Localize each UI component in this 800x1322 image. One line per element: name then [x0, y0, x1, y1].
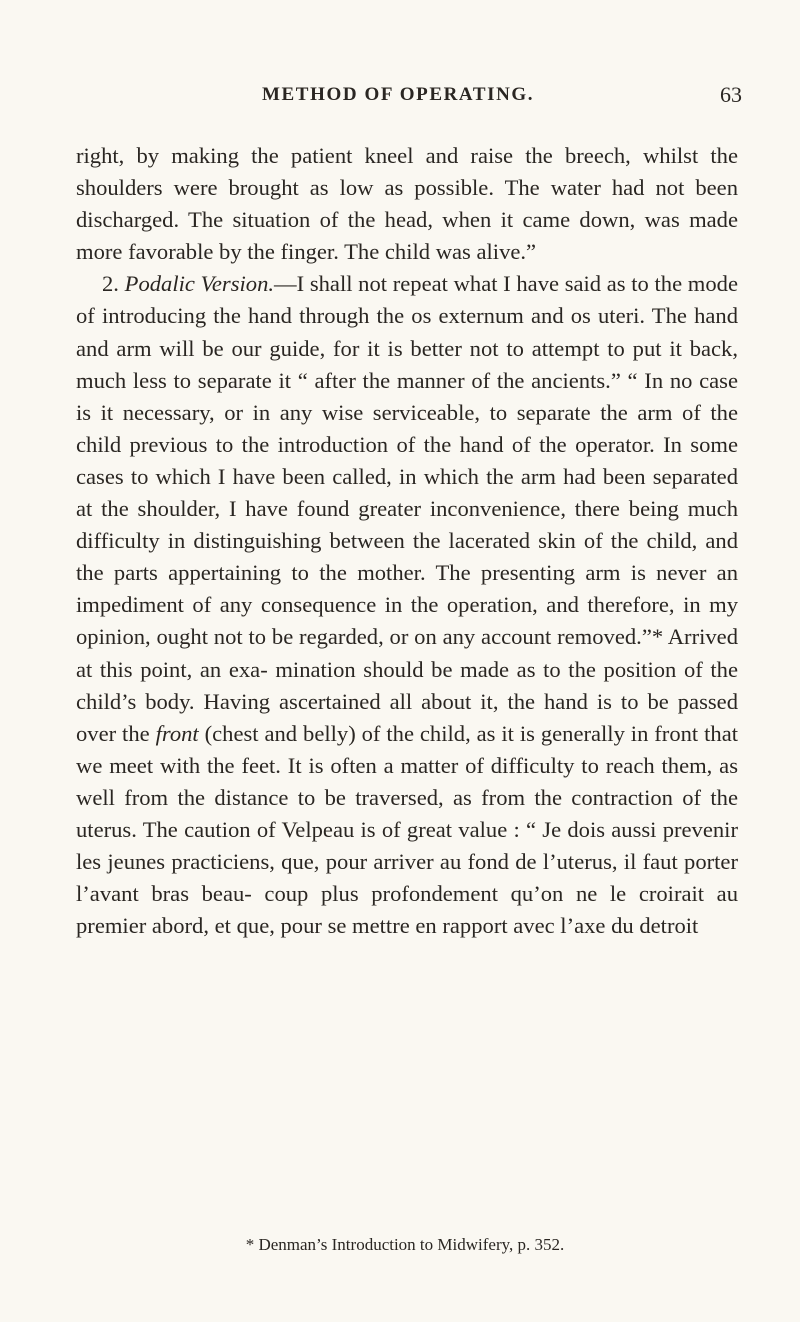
- section-number: 2.: [102, 271, 119, 297]
- paragraph-podalic-version: [76, 268, 738, 942]
- paragraph-1-text: right, by making the patient kneel and raise the breech, whilst the shoulders were brought as low as possible. The water had not been discharged. The situation of the head, when it came down, was made more favorable by the finger. The child was alive.”: [76, 143, 738, 265]
- emphasis-front: front: [155, 720, 199, 746]
- paragraph-2-text-b: (chest and belly) of the child, as it is generally in front that we meet with the feet. It is often a matter of difficulty to reach them, as well from the distance to be traversed, as from the contraction of the uterus. The caution of Velpeau is of great value : “ Je dois aussi prevenir les jeunes practiciens, que, pour arriver au fond de l’uterus, il faut porter l’avant bras beau- coup plus profondement qu’on ne le croirait au premier abord, et que, pour se mettre en rapport avec l’axe du detroit: [76, 720, 738, 939]
- footnote: * Denman’s Introduction to Midwifery, p. 352.: [245, 1235, 565, 1254]
- body-text: [76, 140, 738, 942]
- paragraph-continued: [76, 140, 738, 268]
- running-head: [0, 84, 800, 114]
- section-heading: Podalic Version.: [124, 271, 275, 297]
- paragraph-2-text-a: —I shall not repeat what I have said as to the mode of introducing the hand through the os externum and os uteri. The hand and arm will be our guide, for it is better not to attempt to put it back, much less to separate it “ after the manner of the ancients.” “ In no case is it necessary, or in any wise serviceable, to separate the arm of the child previous to the introduction of the hand of the operator. In some cases to which I have been called, in which the arm had been separated at the shoulder, I have found greater inconvenience, there being much difficulty in distinguishing between the lacerated skin of the child, and the parts appertaining to the mother. The presenting arm is never an impediment of any consequence in the operation, and therefore, in my opinion, ought not to be regarded, or on any account removed.”* Arrived at this point, an exa- mination should be made as to the position of the child’s body. Having ascertained all about it, the hand is to be passed over the: [76, 271, 738, 746]
- running-title: METHOD OF OPERATING.: [262, 84, 535, 105]
- page-number: 63: [720, 82, 742, 107]
